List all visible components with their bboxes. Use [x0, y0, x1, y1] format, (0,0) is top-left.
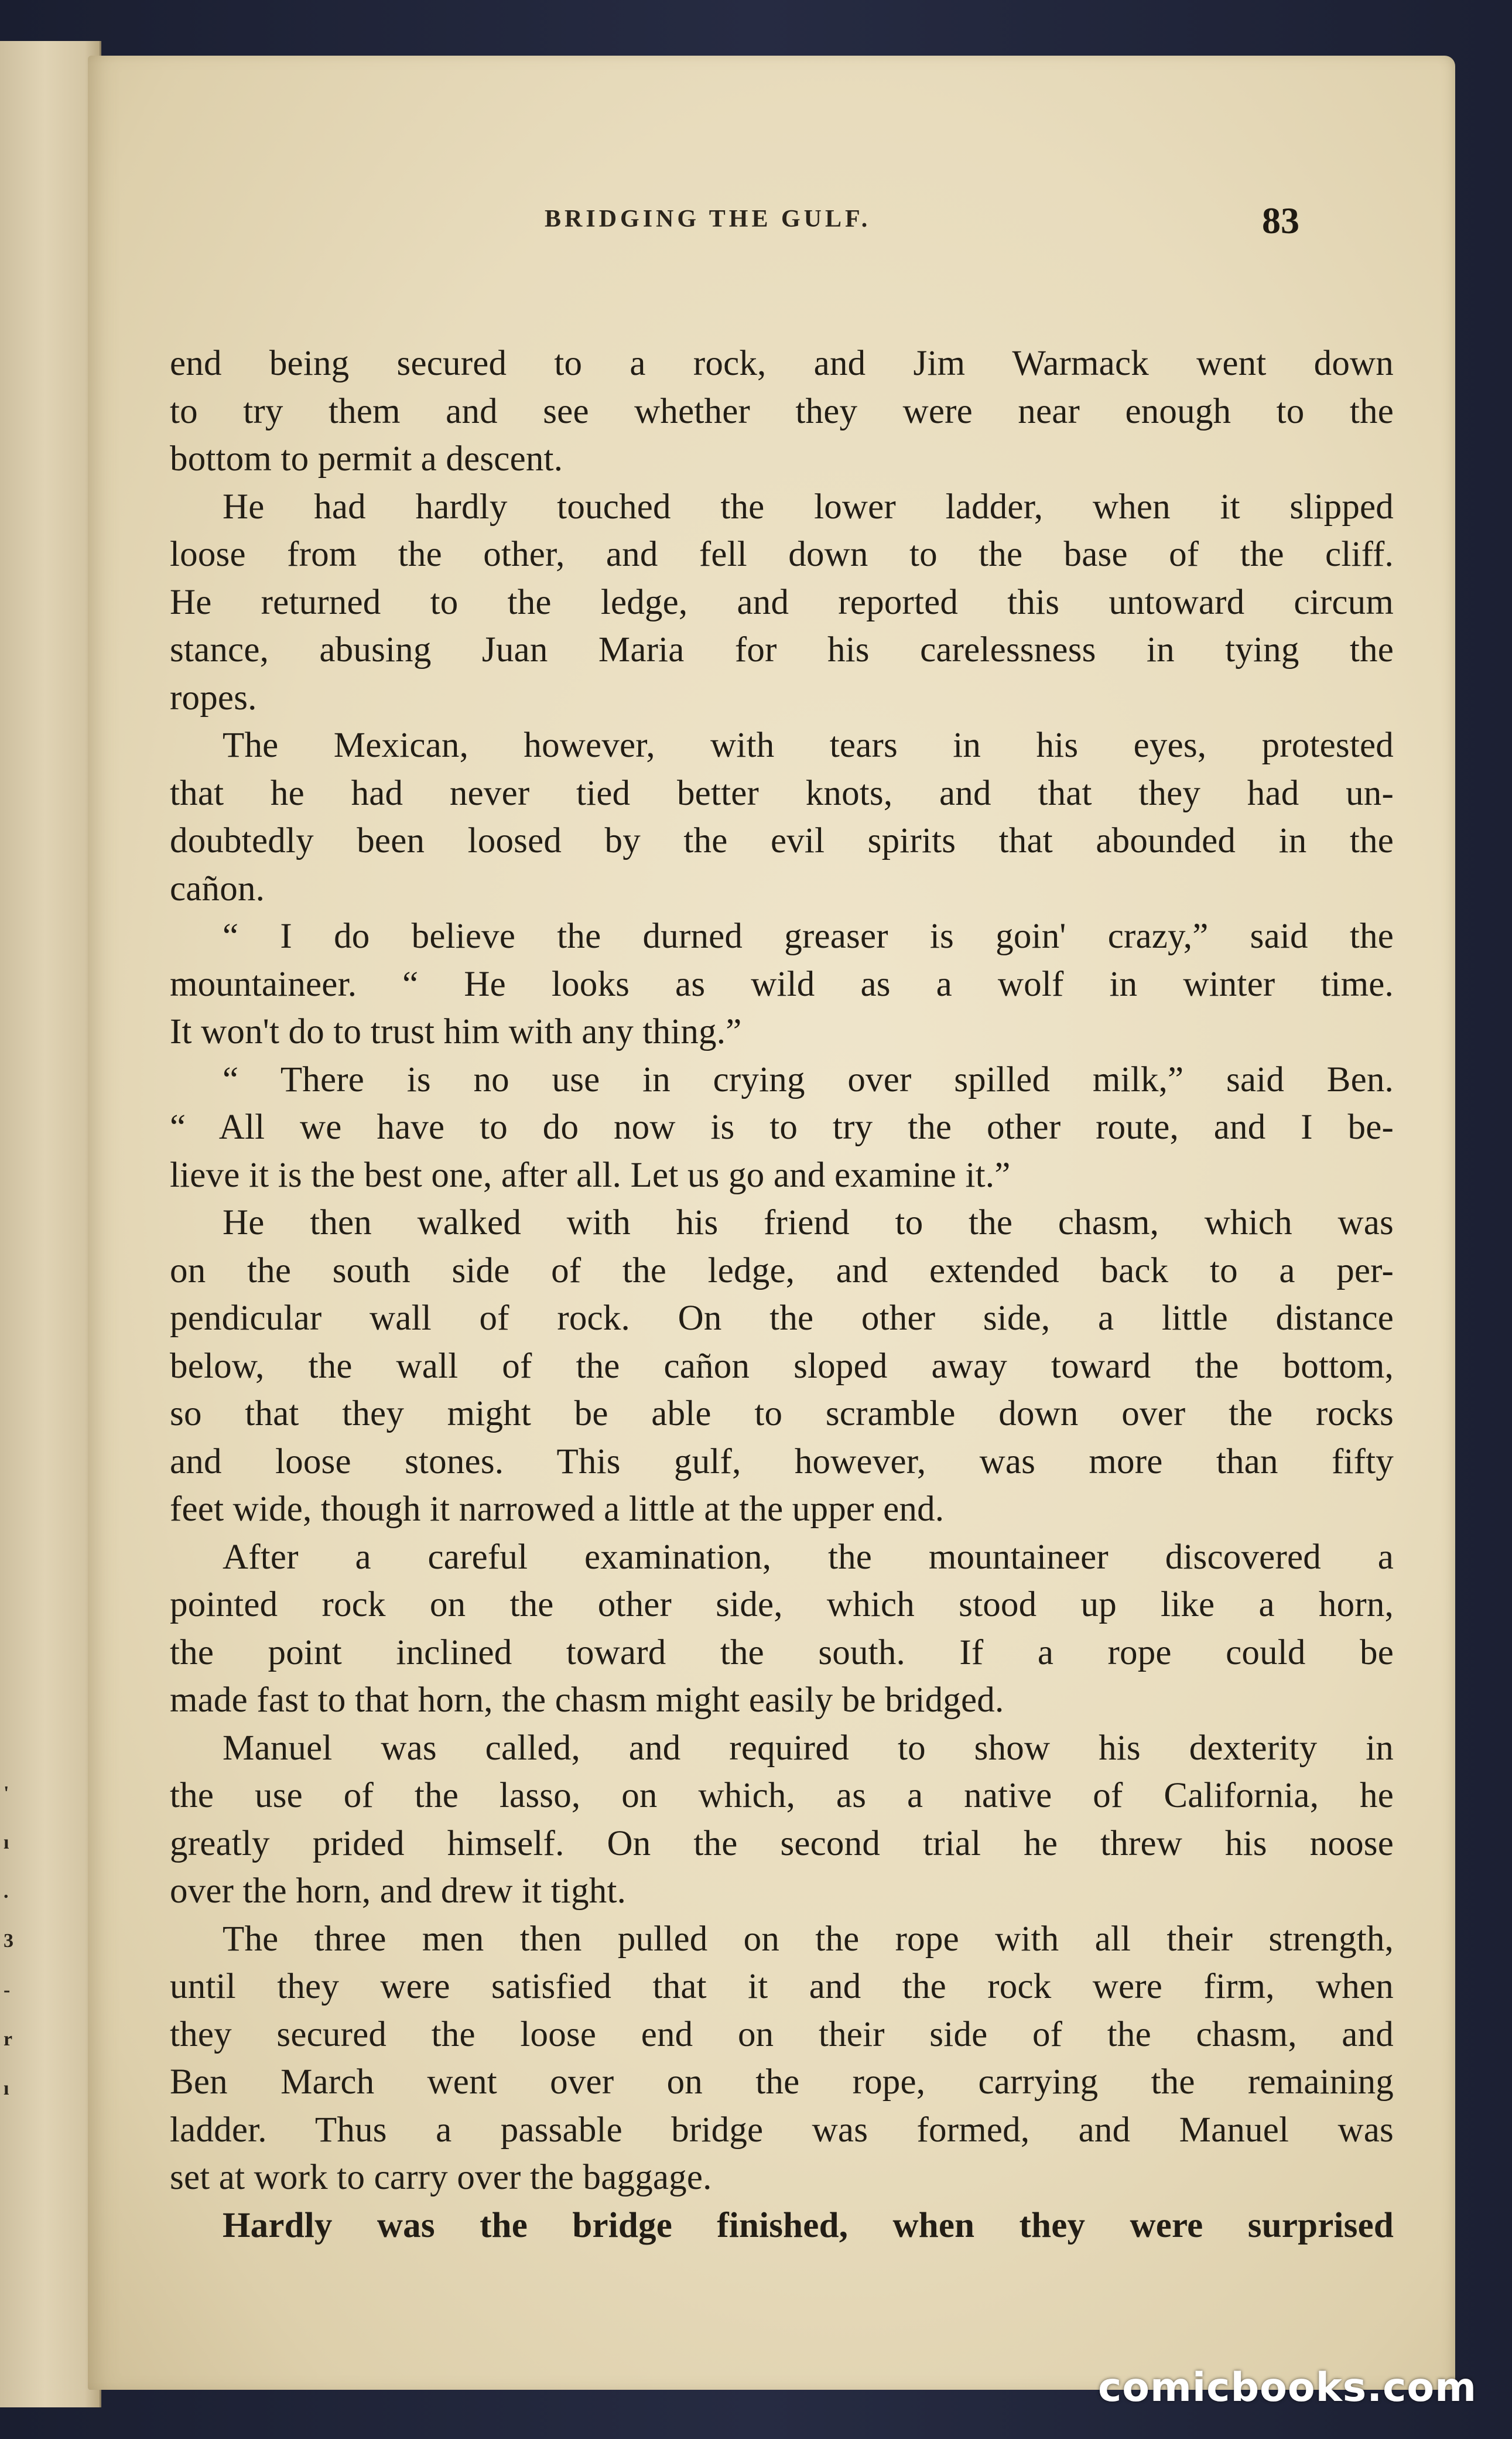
text-line: He then walked with his friend to the chasm, which was: [223, 1203, 1394, 1242]
text-line: The Mexican, however, with tears in his eyes, protested: [223, 726, 1394, 765]
text-line: pointed rock on the other side, which stood up like a horn,: [170, 1585, 1394, 1624]
text-line: end being secured to a rock, and Jim Warmack went down: [170, 344, 1394, 383]
text-line: ropes.: [170, 678, 257, 718]
text-line: “ I do believe the durned greaser is goin' crazy,” said the: [223, 917, 1394, 956]
book-page: [88, 56, 1455, 2390]
text-line: they secured the loose end on their side of the chasm, and: [170, 2014, 1394, 2054]
text-line: lieve it is the best one, after all. Let us go and examine it.”: [170, 1155, 1011, 1195]
page-number: 83: [1262, 200, 1299, 241]
text-line: until they were satisfied that it and the rock were firm, when: [170, 1967, 1394, 2006]
left-page-mark: .: [4, 1881, 9, 1902]
text-line: that he had never tied better knots, and that they had un-: [170, 773, 1394, 813]
text-line: “ All we have to do now is to try the other route, and I be-: [170, 1108, 1394, 1147]
left-page-mark: -: [4, 1979, 11, 2001]
running-head: [88, 199, 1455, 246]
watermark-logo: comicbooks.com: [1097, 2365, 1477, 2411]
text-line: stance, abusing Juan Maria for his carelessness in tying the: [170, 630, 1394, 669]
text-line: and loose stones. This gulf, however, was more than fifty: [170, 1441, 1394, 1481]
text-line: so that they might be able to scramble down over the rocks: [170, 1394, 1394, 1433]
text-line: pendicular wall of rock. On the other side, a little distance: [170, 1299, 1394, 1338]
running-title: BRIDGING THE GULF.: [545, 206, 871, 233]
text-line: Manuel was called, and required to show his dexterity in: [223, 1728, 1394, 1768]
text-line: to try them and see whether they were near enough to the: [170, 391, 1394, 431]
text-line: “ There is no use in crying over spilled milk,” said Ben.: [223, 1060, 1394, 1099]
text-line: After a careful examination, the mountaineer discovered a: [223, 1537, 1394, 1577]
left-page-mark: ı: [4, 1832, 9, 1853]
body-text: [170, 340, 1394, 2249]
text-line: set at work to carry over the baggage.: [170, 2158, 712, 2197]
text-line: over the horn, and drew it tight.: [170, 1871, 627, 1911]
text-line: made fast to that horn, the chasm might easily be bridged.: [170, 1680, 1004, 1720]
text-line: ladder. Thus a passable bridge was formed, and Manuel was: [170, 2110, 1394, 2150]
left-page-mark: ı: [4, 2078, 9, 2099]
text-line: the use of the lasso, on which, as a native of California, he: [170, 1776, 1394, 1815]
left-page-mark: 3: [4, 1930, 13, 1952]
text-line: feet wide, though it narrowed a little at the upper end.: [170, 1490, 945, 1529]
left-page-mark: r: [4, 2028, 13, 2050]
text-line: bottom to permit a descent.: [170, 439, 563, 479]
text-line: cañon.: [170, 869, 265, 908]
text-line: It won't do to trust him with any thing.”: [170, 1012, 742, 1051]
text-line: mountaineer. “ He looks as wild as a wolf in winter time.: [170, 964, 1394, 1004]
text-line: the point inclined toward the south. If a rope could be: [170, 1632, 1394, 1672]
text-line: loose from the other, and fell down to the base of the cliff.: [170, 535, 1394, 574]
left-page-marks: [4, 1769, 27, 2113]
left-page-edge: [0, 41, 101, 2407]
text-line: below, the wall of the cañon sloped away toward the bottom,: [170, 1346, 1394, 1386]
text-line: He returned to the ledge, and reported this untoward circum: [170, 582, 1394, 622]
left-page-mark: ': [4, 1782, 9, 1804]
text-line: He had hardly touched the lower ladder, when it slipped: [223, 487, 1394, 527]
text-line: on the south side of the ledge, and extended back to a per-: [170, 1251, 1394, 1290]
text-line: The three men then pulled on the rope with all their strength,: [223, 1919, 1394, 1959]
text-line: doubtedly been loosed by the evil spirits that abounded in the: [170, 821, 1394, 860]
text-line: Hardly was the bridge finished, when they were surprised: [223, 2205, 1394, 2245]
text-line: Ben March went over on the rope, carrying the remaining: [170, 2062, 1394, 2102]
text-line: greatly prided himself. On the second trial he threw his noose: [170, 1823, 1394, 1863]
